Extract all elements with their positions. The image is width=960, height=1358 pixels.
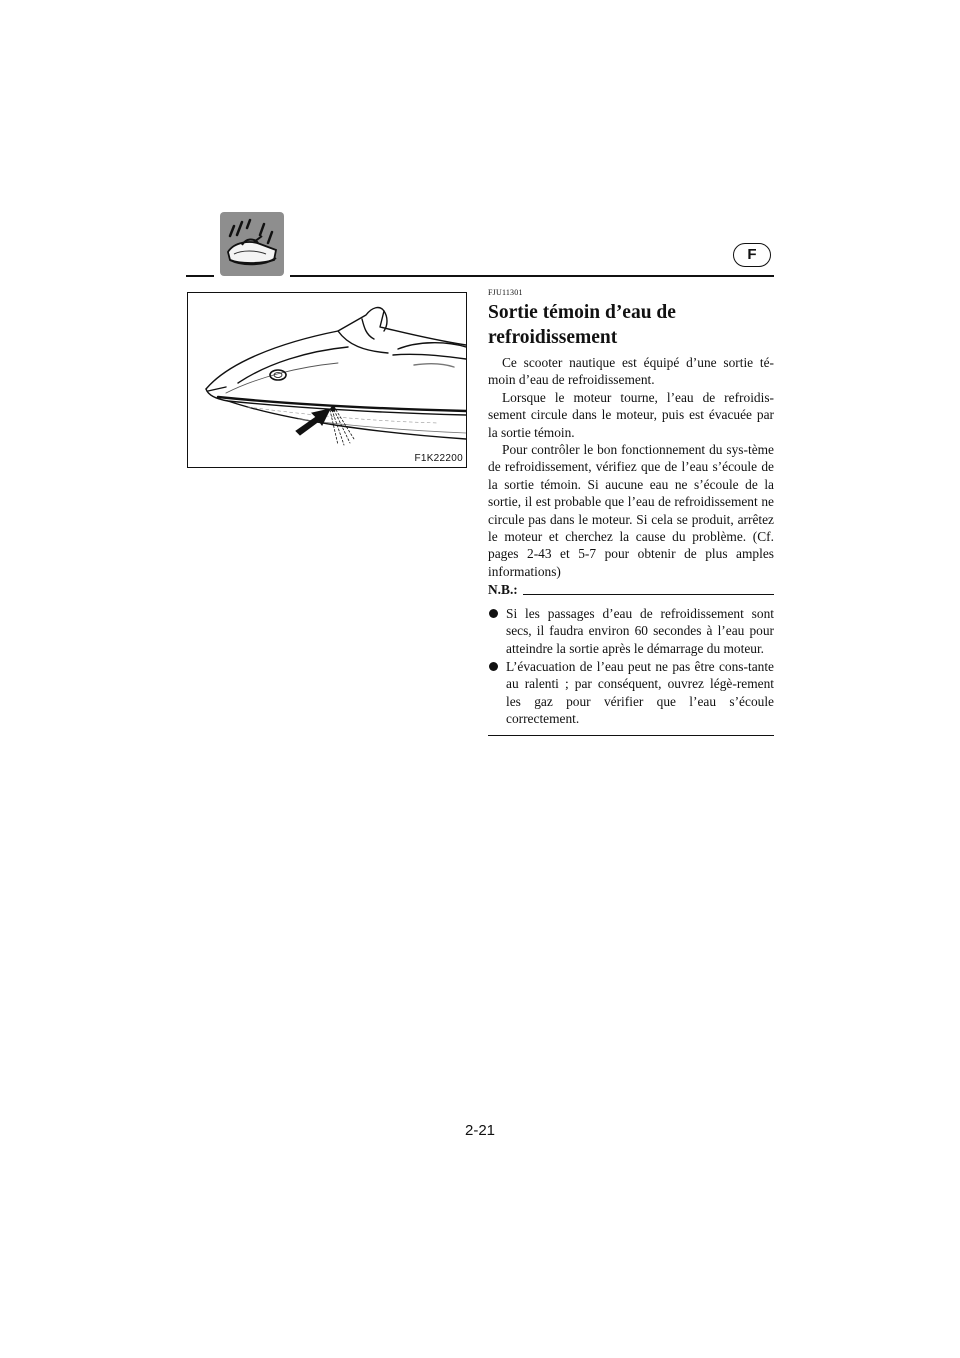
note-end-rule [488, 735, 774, 736]
bullet-icon [489, 662, 498, 671]
note-text: Si les passages d’eau de refroidissement sont secs, il faudra environ 60 secondes à l’eau pour atteindre la sortie après le démarrage du moteur. [506, 605, 774, 656]
jet-ski-maintenance-icon [220, 212, 284, 276]
paragraph: Ce scooter nautique est équipé d’une sortie té-moin d’eau de refroidissement. [488, 355, 774, 388]
paragraph: Lorsque le moteur tourne, l’eau de refroidis-sement circule dans le moteur, puis est évacuée par la sortie témoin. [488, 389, 774, 440]
text-column [488, 288, 774, 736]
header-rule-right [290, 275, 774, 277]
note-label: N.B.: [488, 582, 518, 598]
paragraph: Pour contrôler le bon fonctionnement du sys-tème de refroidissement, vérifiez que de l’eau s’écoule de la sortie témoin. Si aucune eau ne s’écoule de la sortie, il est probable que l’eau de refroidissement ne circule pas dans le moteur. Si cela se produit, arrêtez le moteur et cherchez la cause du problème. (Cf. pages 2-43 et 5-7 pour obtenir de plus amples informations) [488, 442, 774, 579]
note-heading [488, 581, 774, 598]
note-rule [523, 594, 774, 595]
figure-frame [187, 292, 467, 468]
section-code: FJU11301 [488, 288, 523, 297]
figure-code: F1K22200 [414, 453, 463, 464]
note-text: L’évacuation de l’eau peut ne pas être cons-tante au ralenti ; par conséquent, ouvrez légè-rement les gaz pour vérifier que l’eau s’écoule correctement. [506, 658, 774, 727]
language-badge: F [733, 243, 771, 267]
header-rule-left [186, 275, 214, 277]
note-item [488, 605, 774, 657]
page-number: 2-21 [464, 1122, 496, 1139]
note-item [488, 658, 774, 728]
section-title: Sortie témoin d’eau de refroidissement [488, 302, 676, 348]
water-scooter-illustration [188, 293, 466, 467]
note-list [488, 605, 774, 728]
bullet-icon [489, 609, 498, 618]
